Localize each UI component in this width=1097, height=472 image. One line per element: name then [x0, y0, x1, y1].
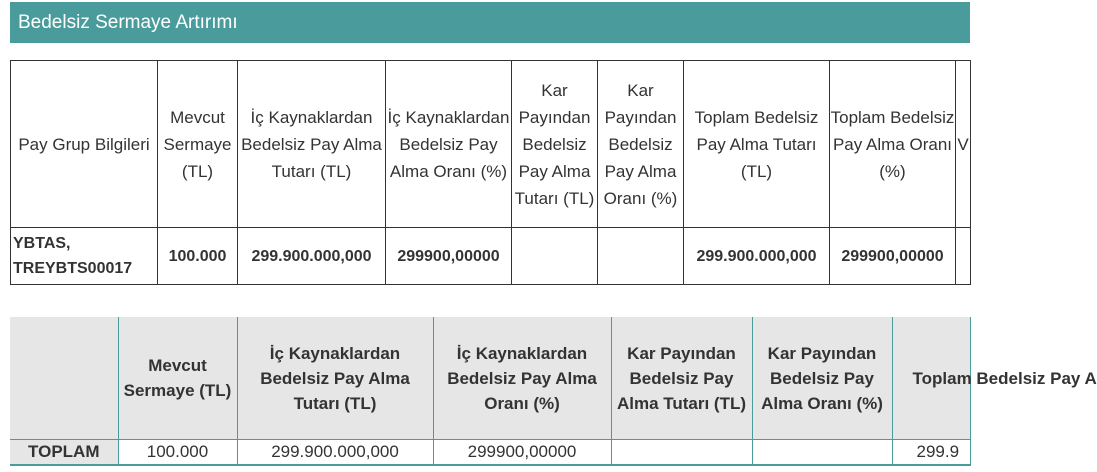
col-header: Kar Payından Bedelsiz Pay Alma Oranı (%)	[598, 61, 684, 228]
table-header-row	[11, 61, 971, 228]
col-header: Kar Payından Bedelsiz Pay Alma Oranı (%)	[752, 317, 892, 440]
cell-kar-payi-tutar	[611, 440, 752, 466]
cell-toplam-oran: 299900,00000	[830, 228, 956, 285]
col-header: Mevcut Sermaye (TL)	[158, 61, 238, 228]
col-header: V	[956, 61, 971, 228]
col-header: Toplam Bedelsiz Pay A	[892, 317, 970, 440]
col-header: Toplam Bedelsiz Pay Alma Oranı (%)	[830, 61, 956, 228]
cell-mevcut-sermaye: 100.000	[158, 228, 238, 285]
cell-ic-kaynak-oran: 299900,00000	[433, 440, 611, 466]
col-header: Kar Payından Bedelsiz Pay Alma Tutarı (TL)	[611, 317, 752, 440]
cell-toplam-tutar: 299.900.000,000	[684, 228, 830, 285]
section-title: Bedelsiz Sermaye Artırımı	[10, 2, 970, 43]
cell-mevcut-sermaye: 100.000	[118, 440, 237, 466]
col-header: Toplam Bedelsiz Pay Alma Tutarı (TL)	[684, 61, 830, 228]
cell-kar-payi-oran	[752, 440, 892, 466]
cell-truncated	[956, 228, 971, 285]
cell-ic-kaynak-tutar: 299.900.000,000	[238, 228, 386, 285]
cell-pay-grup: YBTAS, TREYBTS00017	[11, 228, 158, 285]
table-header-row	[10, 317, 970, 440]
col-header	[10, 317, 118, 440]
cell-ic-kaynak-tutar: 299.900.000,000	[237, 440, 433, 466]
col-header: İç Kaynaklardan Bedelsiz Pay Alma Oranı (%)	[386, 61, 512, 228]
table-row	[11, 228, 971, 285]
col-header: Kar Payından Bedelsiz Pay Alma Tutarı (TL)	[512, 61, 598, 228]
cell-kar-payi-oran	[598, 228, 684, 285]
pay-grup-table	[10, 60, 971, 285]
cell-kar-payi-tutar	[512, 228, 598, 285]
table-row	[10, 440, 970, 466]
cell-toplam-label: TOPLAM	[10, 440, 118, 466]
col-header: Pay Grup Bilgileri	[11, 61, 158, 228]
col-header: İç Kaynaklardan Bedelsiz Pay Alma Tutarı (TL)	[237, 317, 433, 440]
toplam-table	[10, 317, 1097, 466]
cell-ic-kaynak-oran: 299900,00000	[386, 228, 512, 285]
col-header: İç Kaynaklardan Bedelsiz Pay Alma Oranı (%)	[433, 317, 611, 440]
col-header: Mevcut Sermaye (TL)	[118, 317, 237, 440]
col-header: İç Kaynaklardan Bedelsiz Pay Alma Tutarı (TL)	[238, 61, 386, 228]
cell-toplam-tutar: 299.9	[892, 440, 970, 466]
